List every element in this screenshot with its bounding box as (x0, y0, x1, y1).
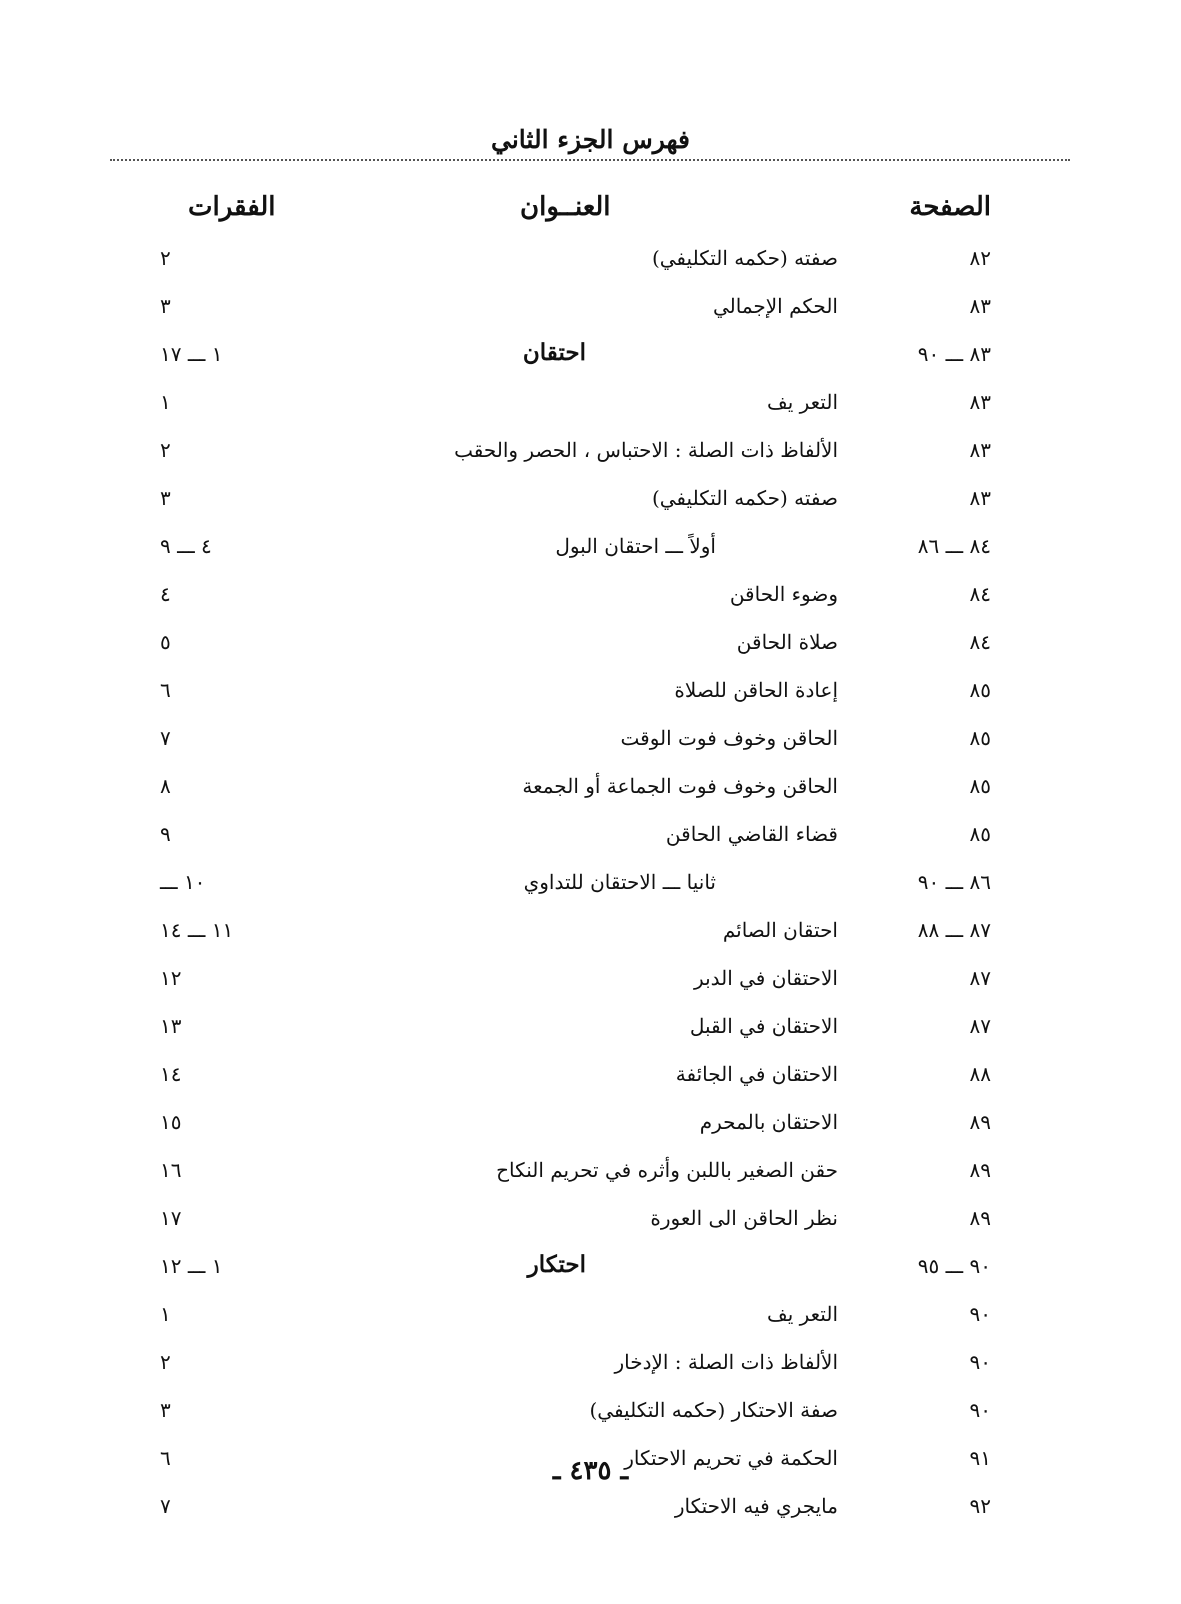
toc-paragraph-range: ٧ (160, 726, 171, 750)
toc-paragraph-range: ٢ (160, 438, 171, 462)
column-header-page: الصفحة (909, 192, 991, 222)
running-title: فهرس الجزء الثاني (491, 125, 690, 154)
toc-paragraph-range: ٣ (160, 294, 171, 318)
toc-paragraph-range: ١٠ ـــ (160, 870, 206, 894)
toc-row (0, 528, 1181, 576)
toc-entry-title: احتقان الصائم (722, 918, 838, 942)
toc-page-range: ٩٢ (969, 1494, 991, 1518)
toc-entry-title: صفته (حكمه التكليفي) (651, 486, 838, 510)
toc-entry-title: حقن الصغير باللبن وأثره في تحريم النكاح (496, 1158, 838, 1182)
toc-paragraph-range: ٨ (160, 774, 171, 798)
toc-row (0, 1344, 1181, 1392)
toc-heading-row (0, 336, 1181, 384)
toc-page-range: ٨٩ (969, 1158, 991, 1182)
page-number: ـ ٤٣٥ ـ (552, 1456, 629, 1486)
toc-row (0, 816, 1181, 864)
toc-page-range: ٨٣ (969, 294, 991, 318)
column-header-paragraphs: الفقرات (188, 192, 276, 222)
toc-paragraph-range: ٦ (160, 1446, 171, 1470)
toc-paragraph-range: ١٦ (160, 1158, 182, 1182)
toc-entry-title: الحكم الإجمالي (712, 294, 838, 318)
toc-paragraph-range: ٢ (160, 246, 171, 270)
toc-row (0, 912, 1181, 960)
toc-row (0, 864, 1181, 912)
toc-paragraph-range: ٦ (160, 678, 171, 702)
toc-row (0, 768, 1181, 816)
toc-entry-title: نظر الحاقن الى العورة (650, 1206, 838, 1230)
toc-row (0, 480, 1181, 528)
toc-paragraph-range: ١ (160, 1302, 171, 1326)
toc-row (0, 1296, 1181, 1344)
toc-paragraph-range: ٥ (160, 630, 171, 654)
toc-row (0, 960, 1181, 1008)
toc-page-range: ٩١ (969, 1446, 991, 1470)
toc-entry-title: إعادة الحاقن للصلاة (674, 678, 838, 702)
toc-row (0, 1152, 1181, 1200)
toc-paragraph-range: ٤ ـــ ٩ (160, 534, 212, 558)
toc-paragraph-range: ١٧ (160, 1206, 182, 1230)
toc-paragraph-range: ٩ (160, 822, 171, 846)
toc-entry-title: صفة الاحتكار (حكمه التكليفي) (589, 1398, 838, 1422)
toc-entry-title: الألفاظ ذات الصلة : الإدخار (614, 1350, 838, 1374)
toc-page-range: ٨٢ (969, 246, 991, 270)
toc-paragraph-range: ٤ (160, 582, 171, 606)
toc-page-range: ٨٥ (969, 678, 991, 702)
toc-paragraph-range: ١٥ (160, 1110, 182, 1134)
toc-page-range: ٨٧ (969, 1014, 991, 1038)
toc-entry-title: الاحتقان في القبل (689, 1014, 838, 1038)
toc-page-range: ٨٣ (969, 390, 991, 414)
toc-row (0, 576, 1181, 624)
toc-page-range: ٨٦ ـــ ٩٠ (917, 870, 991, 894)
toc-row (0, 720, 1181, 768)
toc-entry-title: الحاقن وخوف فوت الوقت (620, 726, 838, 750)
column-header-title: العنــوان (520, 192, 611, 222)
toc-entry-title: قضاء القاضي الحاقن (665, 822, 838, 846)
toc-entry-title: أولاً ـــ احتقان البول (555, 534, 716, 558)
table-of-contents (0, 240, 1181, 1536)
toc-page-range: ٨٨ (969, 1062, 991, 1086)
toc-page-range: ٨٣ (969, 438, 991, 462)
toc-paragraph-range: ١ (160, 390, 171, 414)
toc-paragraph-range: ١٤ (160, 1062, 182, 1086)
toc-entry-title: الحكمة في تحريم الاحتكار (624, 1446, 838, 1470)
dotted-divider (110, 159, 1070, 161)
toc-paragraph-range: ٣ (160, 1398, 171, 1422)
toc-paragraph-range: ١ ـــ ١٢ (160, 1254, 223, 1278)
toc-entry-title: احتقان (522, 339, 586, 366)
toc-entry-title: التعر يف (767, 390, 838, 414)
toc-page-range: ٨٤ (969, 582, 991, 606)
toc-entry-title: الاحتقان بالمحرم (699, 1110, 838, 1134)
toc-entry-title: مايجري فيه الاحتكار (674, 1494, 838, 1518)
toc-row (0, 672, 1181, 720)
toc-entry-title: وضوء الحاقن (729, 582, 838, 606)
toc-page-range: ٨٧ (969, 966, 991, 990)
toc-row (0, 384, 1181, 432)
toc-row (0, 1200, 1181, 1248)
toc-page-range: ٩٠ (969, 1398, 991, 1422)
toc-page-range: ٨٤ ـــ ٨٦ (917, 534, 991, 558)
toc-row (0, 288, 1181, 336)
toc-entry-title: احتكار (527, 1251, 586, 1278)
toc-paragraph-range: ١١ ـــ ١٤ (160, 918, 234, 942)
toc-paragraph-range: ١ ـــ ١٧ (160, 342, 223, 366)
toc-entry-title: صفته (حكمه التكليفي) (651, 246, 838, 270)
toc-entry-title: صلاة الحاقن (736, 630, 838, 654)
toc-row (0, 1104, 1181, 1152)
toc-page-range: ٨٩ (969, 1110, 991, 1134)
toc-paragraph-range: ٣ (160, 486, 171, 510)
toc-page-range: ٩٠ (969, 1302, 991, 1326)
toc-page-range: ٨٩ (969, 1206, 991, 1230)
toc-heading-row (0, 1248, 1181, 1296)
toc-row (0, 1488, 1181, 1536)
toc-entry-title: ثانيا ـــ الاحتقان للتداوي (523, 870, 716, 894)
toc-entry-title: الألفاظ ذات الصلة : الاحتباس ، الحصر والحقب (454, 438, 838, 462)
toc-page-range: ٨٥ (969, 774, 991, 798)
toc-paragraph-range: ١٣ (160, 1014, 182, 1038)
toc-entry-title: التعر يف (767, 1302, 838, 1326)
toc-page-range: ٨٥ (969, 822, 991, 846)
toc-page-range: ٨٥ (969, 726, 991, 750)
toc-entry-title: الاحتقان في الجائفة (675, 1062, 838, 1086)
toc-entry-title: الحاقن وخوف فوت الجماعة أو الجمعة (522, 774, 838, 798)
toc-row (0, 1008, 1181, 1056)
toc-row (0, 624, 1181, 672)
toc-page-range: ٩٠ ـــ ٩٥ (917, 1254, 991, 1278)
toc-row (0, 1392, 1181, 1440)
toc-page-range: ٨٣ (969, 486, 991, 510)
toc-row (0, 1056, 1181, 1104)
toc-page-range: ٨٧ ـــ ٨٨ (917, 918, 991, 942)
toc-page-range: ٩٠ (969, 1350, 991, 1374)
toc-page-range: ٨٤ (969, 630, 991, 654)
toc-entry-title: الاحتقان في الدبر (694, 966, 838, 990)
toc-paragraph-range: ٧ (160, 1494, 171, 1518)
toc-row (0, 432, 1181, 480)
toc-page-range: ٨٣ ـــ ٩٠ (917, 342, 991, 366)
toc-row (0, 240, 1181, 288)
toc-paragraph-range: ١٢ (160, 966, 182, 990)
toc-paragraph-range: ٢ (160, 1350, 171, 1374)
